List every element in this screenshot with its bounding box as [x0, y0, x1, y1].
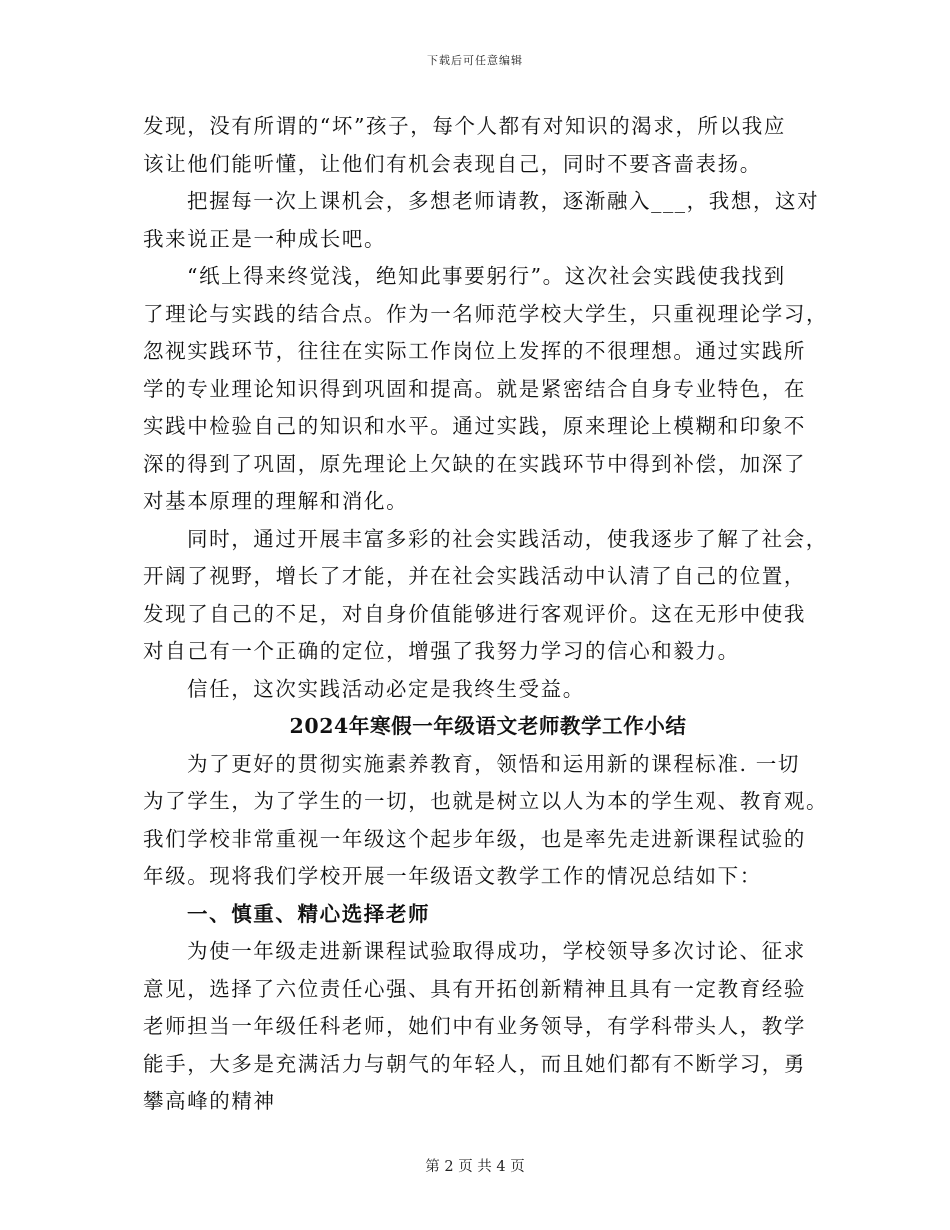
text-line: 学的专业理论知识得到巩固和提高。就是紧密结合自身专业特色，在 [143, 376, 806, 401]
page-header: 下载后可任意编辑 [427, 54, 523, 67]
text-line: 为了学生，为了学生的一切，也就是树立以人为本的学生观、教育观。 [143, 789, 829, 813]
text-line: 意见，选择了六位责任心强、具有开拓创新精神且具有一定教育经验 [143, 976, 806, 1001]
text-line: 年级。现将我们学校开展一年级语文教学工作的情况总结如下： [143, 864, 762, 888]
text-line: 老师担当一年级任科老师，她们中有业务领导，有学科带头人，教学 [143, 1014, 806, 1038]
text-line: 把握每一次上课机会，多想老师请教，逐渐融入___，我想，这对 [187, 189, 820, 213]
text-line: 了理论与实践的结合点。作为一名师范学校大学生，只重视理论学习， [143, 301, 829, 326]
text-line: 发现了自己的不足，对自身价值能够进行客观评价。这在无形中使我 [143, 601, 806, 626]
text-line: 发现，没有所谓的“坏”孩子，每个人都有对知识的渴求，所以我应 [143, 114, 786, 138]
text-line: 忽视实践环节，往往在实际工作岗位上发挥的不很理想。通过实践所 [143, 339, 806, 363]
text-line: “纸上得来终觉浅，绝知此事要躬行”。这次社会实践使我找到 [187, 264, 786, 288]
text-line: 深的得到了巩固，原先理论上欠缺的在实践环节中得到补偿，加深了 [143, 451, 806, 476]
text-line: 信任，这次实践活动必定是我终生受益。 [187, 676, 585, 701]
text-line: 我来说正是一种成长吧。 [143, 226, 387, 251]
text-line: 攀高峰的精神 [143, 1089, 276, 1113]
text-line: 对自己有一个正确的定位，增强了我努力学习的信心和毅力。 [143, 639, 740, 663]
document-body [143, 108, 829, 1121]
page-footer: 第 2 页 共 4 页 [425, 1159, 525, 1175]
text-line: 为使一年级走进新课程试验取得成功，学校领导多次讨论、征求 [187, 939, 806, 963]
text-line: 为了更好的贯彻实施素养教育，领悟和运用新的课程标准. 一切 [187, 751, 800, 776]
text-line: 开阔了视野，增长了才能，并在社会实践活动中认清了自己的位置， [143, 564, 806, 588]
text-line: 实践中检验自己的知识和水平。通过实践，原来理论上模糊和印象不 [143, 414, 806, 438]
section-title: 2024年寒假一年级语文老师教学工作小结 [289, 714, 687, 738]
text-line: 该让他们能听懂，让他们有机会表现自己，同时不要吝啬表扬。 [143, 151, 762, 176]
text-line: 同时，通过开展丰富多彩的社会实践活动，使我逐步了解了社会， [187, 526, 828, 551]
subsection-heading: 一、慎重、精心选择老师 [187, 901, 431, 926]
text-line: 我们学校非常重视一年级这个起步年级，也是率先走进新课程试验的 [143, 826, 806, 851]
text-line: 对基本原理的理解和消化。 [143, 489, 409, 513]
text-line: 能手，大多是充满活力与朝气的年轻人，而且她们都有不断学习，勇 [143, 1051, 806, 1076]
